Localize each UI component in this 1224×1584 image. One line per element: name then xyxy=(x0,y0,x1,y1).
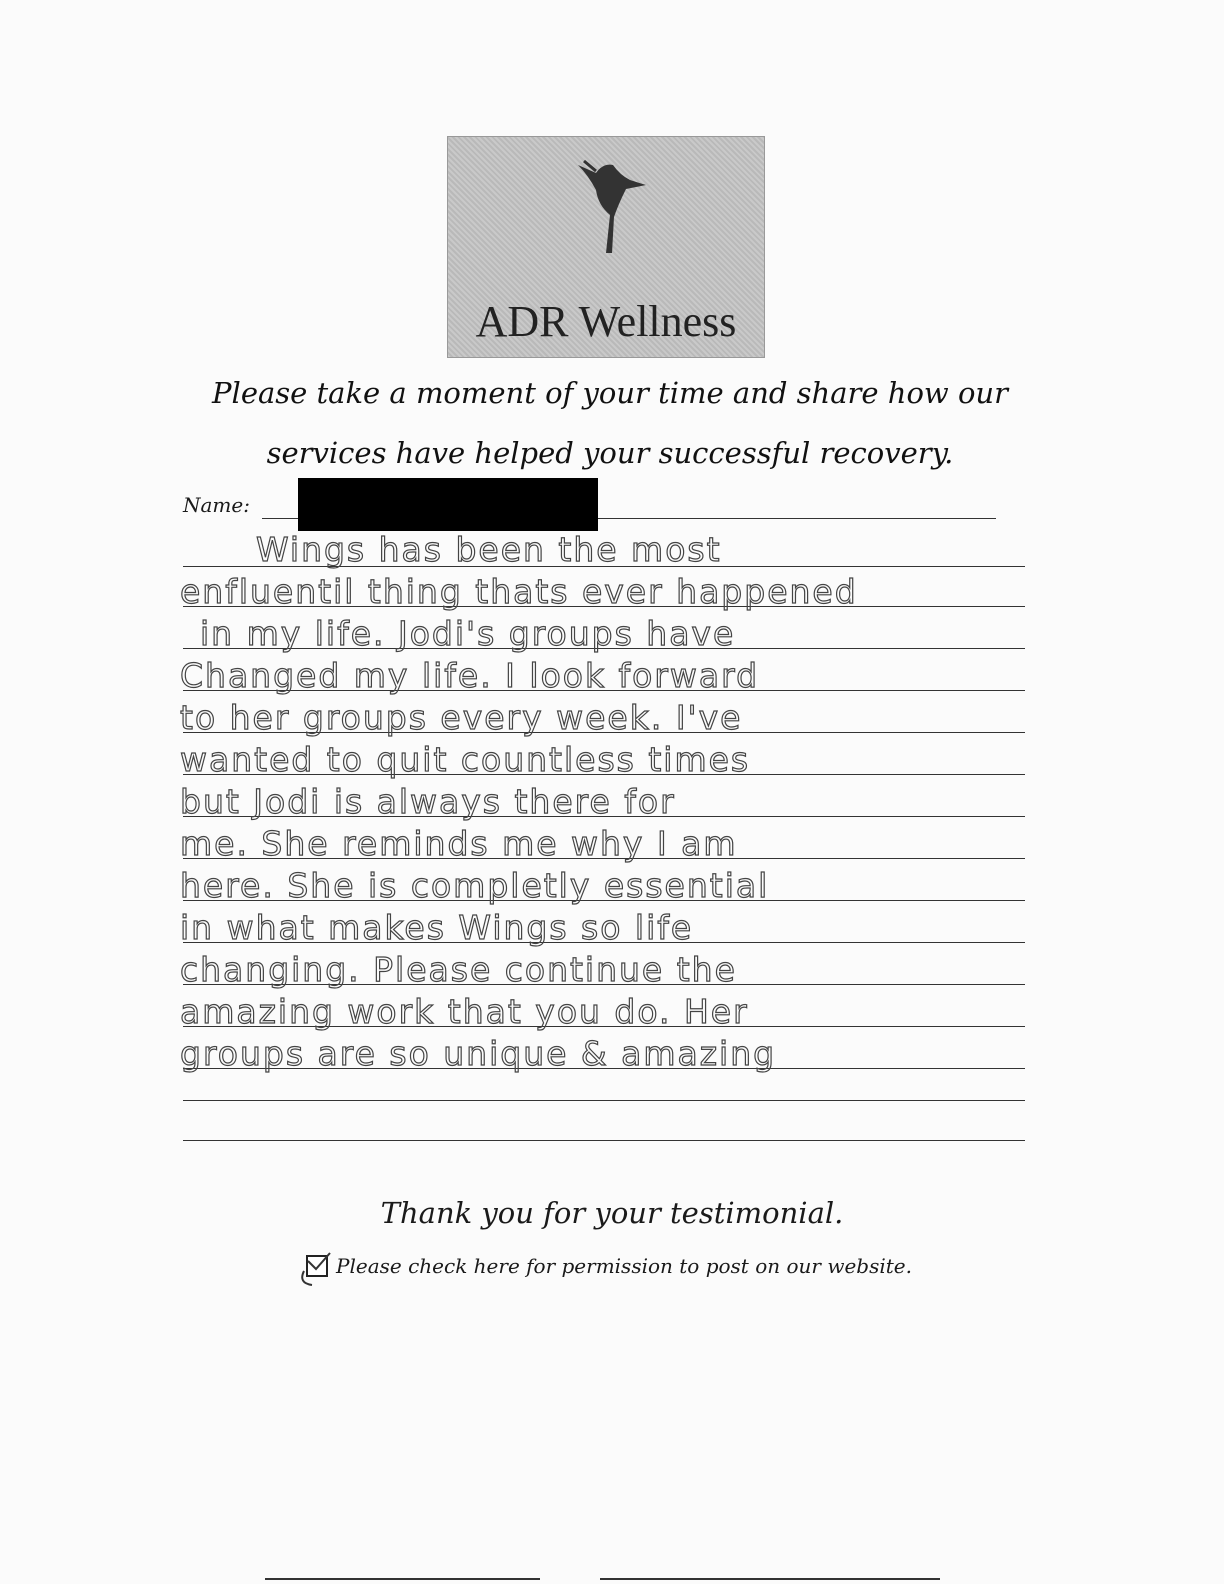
handwritten-line: here. She is completly essential xyxy=(180,866,770,905)
rule-line xyxy=(183,1140,1025,1141)
bird-icon xyxy=(548,145,668,260)
handwritten-line: Changed my life. I look forward xyxy=(180,656,760,695)
permission-row xyxy=(306,1254,912,1278)
handwritten-line: in my life. Jodi's groups have xyxy=(200,614,736,653)
handwritten-line: but Jodi is always there for xyxy=(180,782,676,821)
footer-line xyxy=(600,1578,940,1580)
permission-checkbox[interactable] xyxy=(306,1255,328,1277)
handwritten-line: changing. Please continue the xyxy=(180,950,737,989)
handwritten-line: to her groups every week. I've xyxy=(180,698,743,737)
thank-you-text: Thank you for your testimonial. xyxy=(380,1196,844,1230)
handwritten-line: Wings has been the most xyxy=(256,530,722,569)
rule-line xyxy=(183,1100,1025,1101)
handwritten-line: enfluentil thing thats ever happened xyxy=(180,572,858,611)
prompt-line-1: Please take a moment of your time and share how our xyxy=(212,376,1008,410)
handwritten-line: me. She reminds me why I am xyxy=(180,824,738,863)
handwritten-line: in what makes Wings so life xyxy=(180,908,694,947)
prompt-line-2: services have helped your successful recovery. xyxy=(266,436,954,470)
logo xyxy=(447,136,765,358)
redaction-bar xyxy=(298,478,598,531)
check-mark-icon xyxy=(294,1245,340,1291)
handwritten-line: amazing work that you do. Her xyxy=(180,992,749,1031)
handwritten-line: groups are so unique & amazing xyxy=(180,1034,777,1073)
handwritten-line: wanted to quit countless times xyxy=(180,740,751,779)
name-label: Name: xyxy=(183,493,250,517)
permission-label: Please check here for permission to post on our website. xyxy=(336,1254,912,1278)
logo-text: ADR Wellness xyxy=(475,297,737,346)
footer-line xyxy=(265,1578,540,1580)
